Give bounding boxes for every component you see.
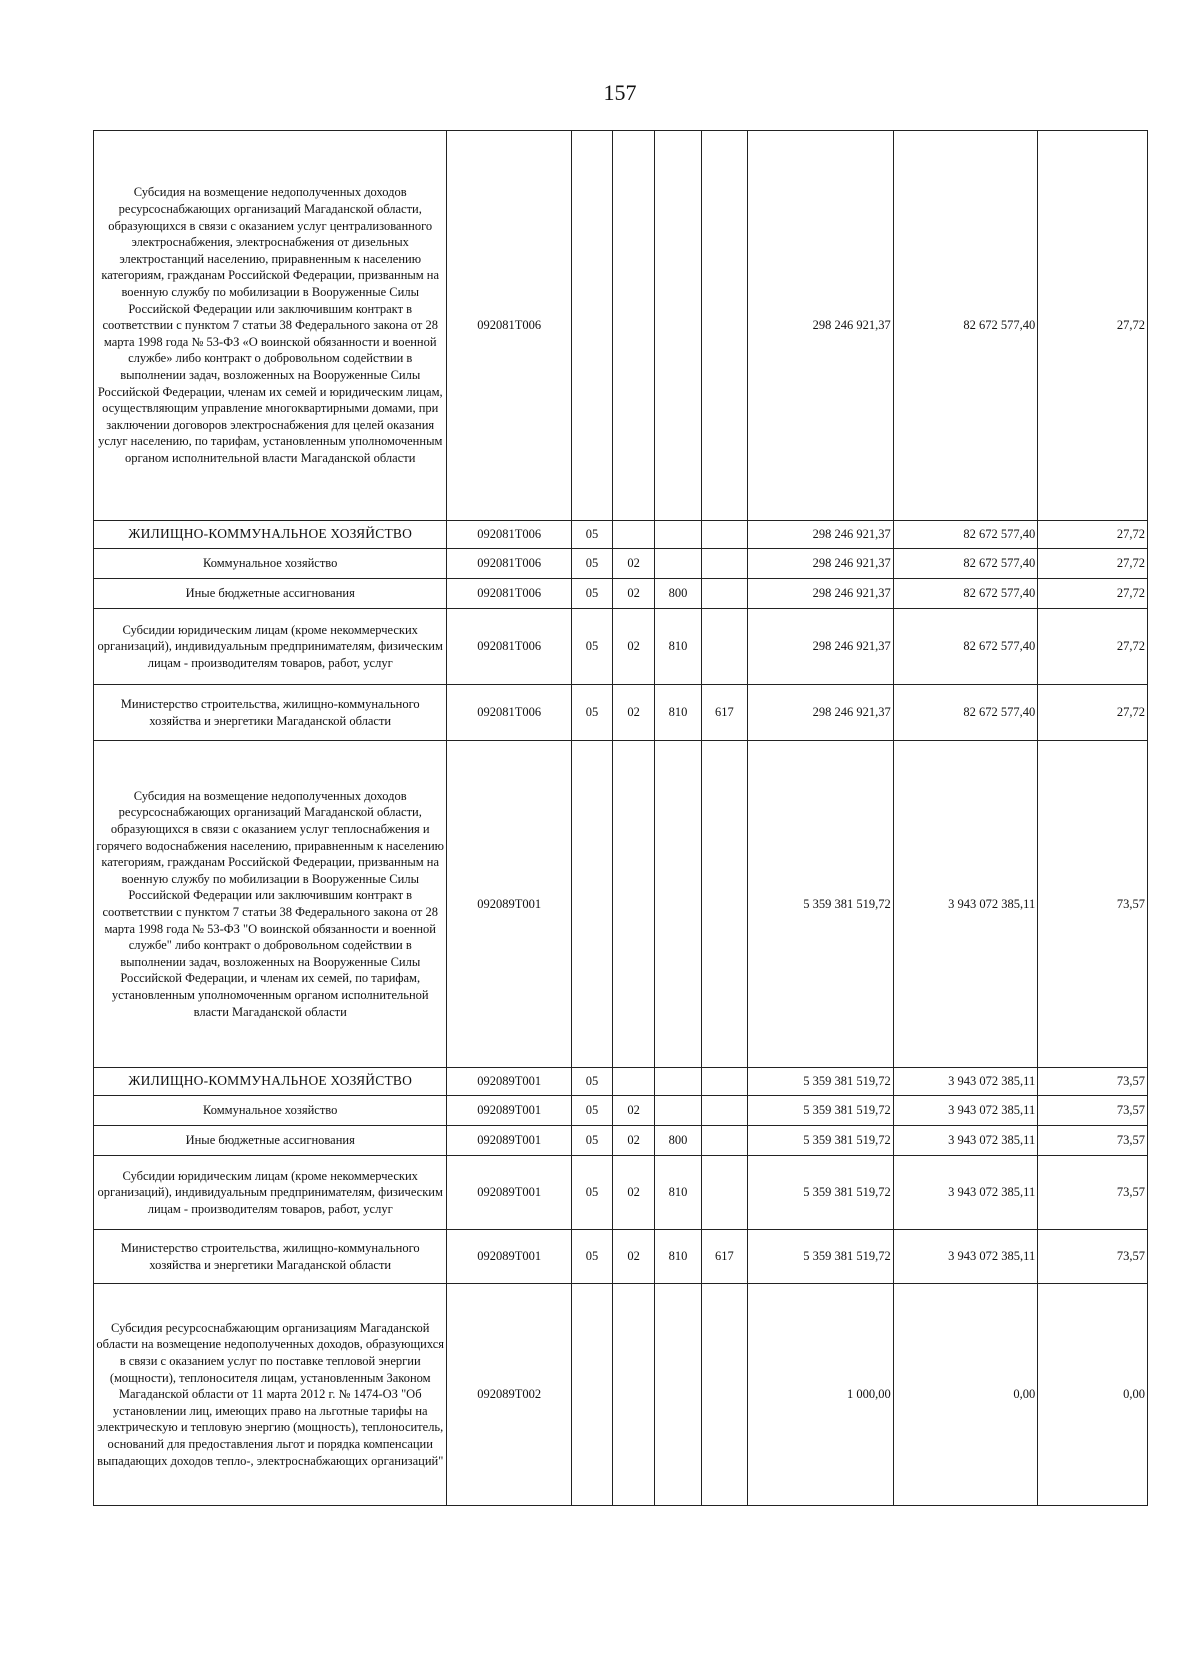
row-section: 05	[571, 579, 612, 609]
row-percent: 27,72	[1038, 579, 1148, 609]
row-plan: 5 359 381 519,72	[748, 1126, 894, 1156]
row-name: Коммунальное хозяйство	[94, 549, 447, 579]
table-row	[94, 1068, 1148, 1096]
row-fact: 82 672 577,40	[893, 131, 1038, 521]
row-name: Министерство строительства, жилищно-коммунального хозяйства и энергетики Магаданской области	[94, 1230, 447, 1284]
row-section: 05	[571, 1126, 612, 1156]
row-fact: 3 943 072 385,11	[893, 1068, 1038, 1096]
row-name: ЖИЛИЩНО-КОММУНАЛЬНОЕ ХОЗЯЙСТВО	[94, 1068, 447, 1096]
row-fact: 3 943 072 385,11	[893, 741, 1038, 1068]
row-code: 092089Т001	[447, 1068, 571, 1096]
row-section: 05	[571, 609, 612, 685]
row-percent: 73,57	[1038, 1096, 1148, 1126]
row-grbs: 617	[701, 685, 747, 741]
table-row	[94, 579, 1148, 609]
row-code: 092089Т001	[447, 1126, 571, 1156]
row-name: Субсидия на возмещение недополученных доходов ресурсоснабжающих организаций Магаданской области, образующихся в связи с оказанием услуг централизованного электроснабжения, электроснабжения от дизельных электростанций населению, приравненным к населению категориям, гражданам Российской Федерации, призванным на военную службу по мобилизации в Вооруженные Силы Российской Федерации или заключившим контракт в соответствии с пунктом 7 статьи 38 Федерального закона от 28 марта 1998 года № 53-ФЗ «О воинской обязанности и военной службе» либо контракт о добровольном содействии в выполнении задач, возложенных на Вооруженные Силы Российской Федерации, членам их семей и юридическим лицам, осуществляющим управление многоквартирными домами, при заключении договоров электроснабжения для целей оказания услуг населению, по тарифам, установленным уполномоченным органом исполнительной власти Магаданской области	[94, 131, 447, 521]
row-section: 05	[571, 1068, 612, 1096]
row-name: Субсидия ресурсоснабжающим организациям Магаданской области на возмещение недополученных доходов, образующихся в связи с оказанием услуг по поставке тепловой энергии (мощности), теплоносителя лицам, установленным Законом Магаданской области от 11 марта 2012 г. № 1474-ОЗ "Об установлении лиц, имеющих право на льготные тарифы на электрическую и тепловую энергию (мощность), теплоноситель, оснований для предоставления льгот и порядка компенсации выпадающих доходов тепло-, электроснабжающих организаций"	[94, 1284, 447, 1506]
row-subsection	[613, 1284, 655, 1506]
row-plan: 298 246 921,37	[748, 549, 894, 579]
row-fact: 0,00	[893, 1284, 1038, 1506]
row-plan: 5 359 381 519,72	[748, 741, 894, 1068]
row-fact: 3 943 072 385,11	[893, 1230, 1038, 1284]
row-section: 05	[571, 521, 612, 549]
row-code: 092081Т006	[447, 685, 571, 741]
row-subsection	[613, 1068, 655, 1096]
row-percent: 73,57	[1038, 1068, 1148, 1096]
row-subsection: 02	[613, 685, 655, 741]
row-fact: 82 672 577,40	[893, 609, 1038, 685]
row-percent: 27,72	[1038, 549, 1148, 579]
row-grbs	[701, 1068, 747, 1096]
row-plan: 298 246 921,37	[748, 131, 894, 521]
row-percent: 0,00	[1038, 1284, 1148, 1506]
row-section: 05	[571, 1230, 612, 1284]
row-fact: 82 672 577,40	[893, 685, 1038, 741]
row-fact: 3 943 072 385,11	[893, 1156, 1038, 1230]
row-name: Коммунальное хозяйство	[94, 1096, 447, 1126]
row-fact: 3 943 072 385,11	[893, 1126, 1038, 1156]
row-code: 092089Т001	[447, 1230, 571, 1284]
row-expense-type	[655, 131, 701, 521]
row-expense-type	[655, 1096, 701, 1126]
row-grbs	[701, 549, 747, 579]
row-expense-type	[655, 549, 701, 579]
row-plan: 298 246 921,37	[748, 609, 894, 685]
row-plan: 298 246 921,37	[748, 521, 894, 549]
row-name: Субсидии юридическим лицам (кроме некоммерческих организаций), индивидуальным предпринимателям, физическим лицам - производителям товаров, работ, услуг	[94, 609, 447, 685]
row-code: 092089Т002	[447, 1284, 571, 1506]
row-code: 092089Т001	[447, 1156, 571, 1230]
row-name: Субсидии юридическим лицам (кроме некоммерческих организаций), индивидуальным предпринимателям, физическим лицам - производителям товаров, работ, услуг	[94, 1156, 447, 1230]
table-row	[94, 685, 1148, 741]
row-grbs	[701, 1156, 747, 1230]
row-expense-type	[655, 521, 701, 549]
table-row	[94, 521, 1148, 549]
row-percent: 73,57	[1038, 1230, 1148, 1284]
row-subsection: 02	[613, 1126, 655, 1156]
row-expense-type: 810	[655, 685, 701, 741]
row-section: 05	[571, 549, 612, 579]
row-grbs	[701, 521, 747, 549]
row-grbs	[701, 741, 747, 1068]
row-code: 092081Т006	[447, 579, 571, 609]
row-subsection	[613, 741, 655, 1068]
row-expense-type: 810	[655, 1230, 701, 1284]
table-body	[94, 131, 1148, 1506]
table-row	[94, 1156, 1148, 1230]
row-subsection: 02	[613, 1096, 655, 1126]
row-expense-type: 810	[655, 1156, 701, 1230]
row-section	[571, 741, 612, 1068]
table-row	[94, 549, 1148, 579]
row-percent: 73,57	[1038, 1126, 1148, 1156]
row-expense-type	[655, 1284, 701, 1506]
row-expense-type	[655, 1068, 701, 1096]
row-percent: 27,72	[1038, 609, 1148, 685]
row-code: 092089Т001	[447, 1096, 571, 1126]
row-plan: 298 246 921,37	[748, 685, 894, 741]
row-subsection: 02	[613, 609, 655, 685]
row-code: 092081Т006	[447, 609, 571, 685]
row-subsection: 02	[613, 549, 655, 579]
row-fact: 82 672 577,40	[893, 549, 1038, 579]
row-percent: 73,57	[1038, 741, 1148, 1068]
row-section: 05	[571, 1096, 612, 1126]
row-grbs	[701, 579, 747, 609]
row-percent: 27,72	[1038, 685, 1148, 741]
row-subsection	[613, 521, 655, 549]
table-row	[94, 131, 1148, 521]
table-row	[94, 609, 1148, 685]
row-expense-type: 800	[655, 1126, 701, 1156]
row-plan: 5 359 381 519,72	[748, 1156, 894, 1230]
row-name: Министерство строительства, жилищно-коммунального хозяйства и энергетики Магаданской области	[94, 685, 447, 741]
row-grbs	[701, 1096, 747, 1126]
row-plan: 298 246 921,37	[748, 579, 894, 609]
row-code: 092081Т006	[447, 521, 571, 549]
row-code: 092089Т001	[447, 741, 571, 1068]
row-name: ЖИЛИЩНО-КОММУНАЛЬНОЕ ХОЗЯЙСТВО	[94, 521, 447, 549]
row-percent: 27,72	[1038, 521, 1148, 549]
row-expense-type	[655, 741, 701, 1068]
row-section	[571, 131, 612, 521]
row-plan: 1 000,00	[748, 1284, 894, 1506]
row-name: Иные бюджетные ассигнования	[94, 1126, 447, 1156]
row-expense-type: 810	[655, 609, 701, 685]
table-row	[94, 1096, 1148, 1126]
row-plan: 5 359 381 519,72	[748, 1068, 894, 1096]
row-grbs	[701, 609, 747, 685]
row-fact: 3 943 072 385,11	[893, 1096, 1038, 1126]
row-plan: 5 359 381 519,72	[748, 1096, 894, 1126]
row-section: 05	[571, 1156, 612, 1230]
row-name: Иные бюджетные ассигнования	[94, 579, 447, 609]
row-expense-type: 800	[655, 579, 701, 609]
row-section: 05	[571, 685, 612, 741]
row-grbs	[701, 131, 747, 521]
row-fact: 82 672 577,40	[893, 521, 1038, 549]
table-row	[94, 1284, 1148, 1506]
row-subsection: 02	[613, 579, 655, 609]
row-subsection: 02	[613, 1156, 655, 1230]
table-row	[94, 1230, 1148, 1284]
row-grbs: 617	[701, 1230, 747, 1284]
row-plan: 5 359 381 519,72	[748, 1230, 894, 1284]
row-code: 092081Т006	[447, 131, 571, 521]
row-percent: 27,72	[1038, 131, 1148, 521]
table-row	[94, 741, 1148, 1068]
row-percent: 73,57	[1038, 1156, 1148, 1230]
row-fact: 82 672 577,40	[893, 579, 1038, 609]
row-section	[571, 1284, 612, 1506]
table-row	[94, 1126, 1148, 1156]
row-subsection	[613, 131, 655, 521]
budget-table	[93, 130, 1148, 1506]
page-number: 157	[603, 80, 637, 105]
row-name: Субсидия на возмещение недополученных доходов ресурсоснабжающих организаций Магаданской области, образующихся в связи с оказанием услуг теплоснабжения и горячего водоснабжения населению, приравненным к населению категориям, гражданам Российской Федерации, призванным на военную службу по мобилизации в Вооруженные Силы Российской Федерации или заключившим контракт в соответствии с пунктом 7 статьи 38 Федерального закона от 28 марта 1998 года № 53-ФЗ "О воинской обязанности и военной службе" либо контракт о добровольном содействии в выполнении задач, возложенных на Вооруженные Силы Российской Федерации, и членам их семей, по тарифам, установленным уполномоченным органом исполнительной власти Магаданской области	[94, 741, 447, 1068]
row-grbs	[701, 1284, 747, 1506]
row-grbs	[701, 1126, 747, 1156]
row-subsection: 02	[613, 1230, 655, 1284]
row-code: 092081Т006	[447, 549, 571, 579]
